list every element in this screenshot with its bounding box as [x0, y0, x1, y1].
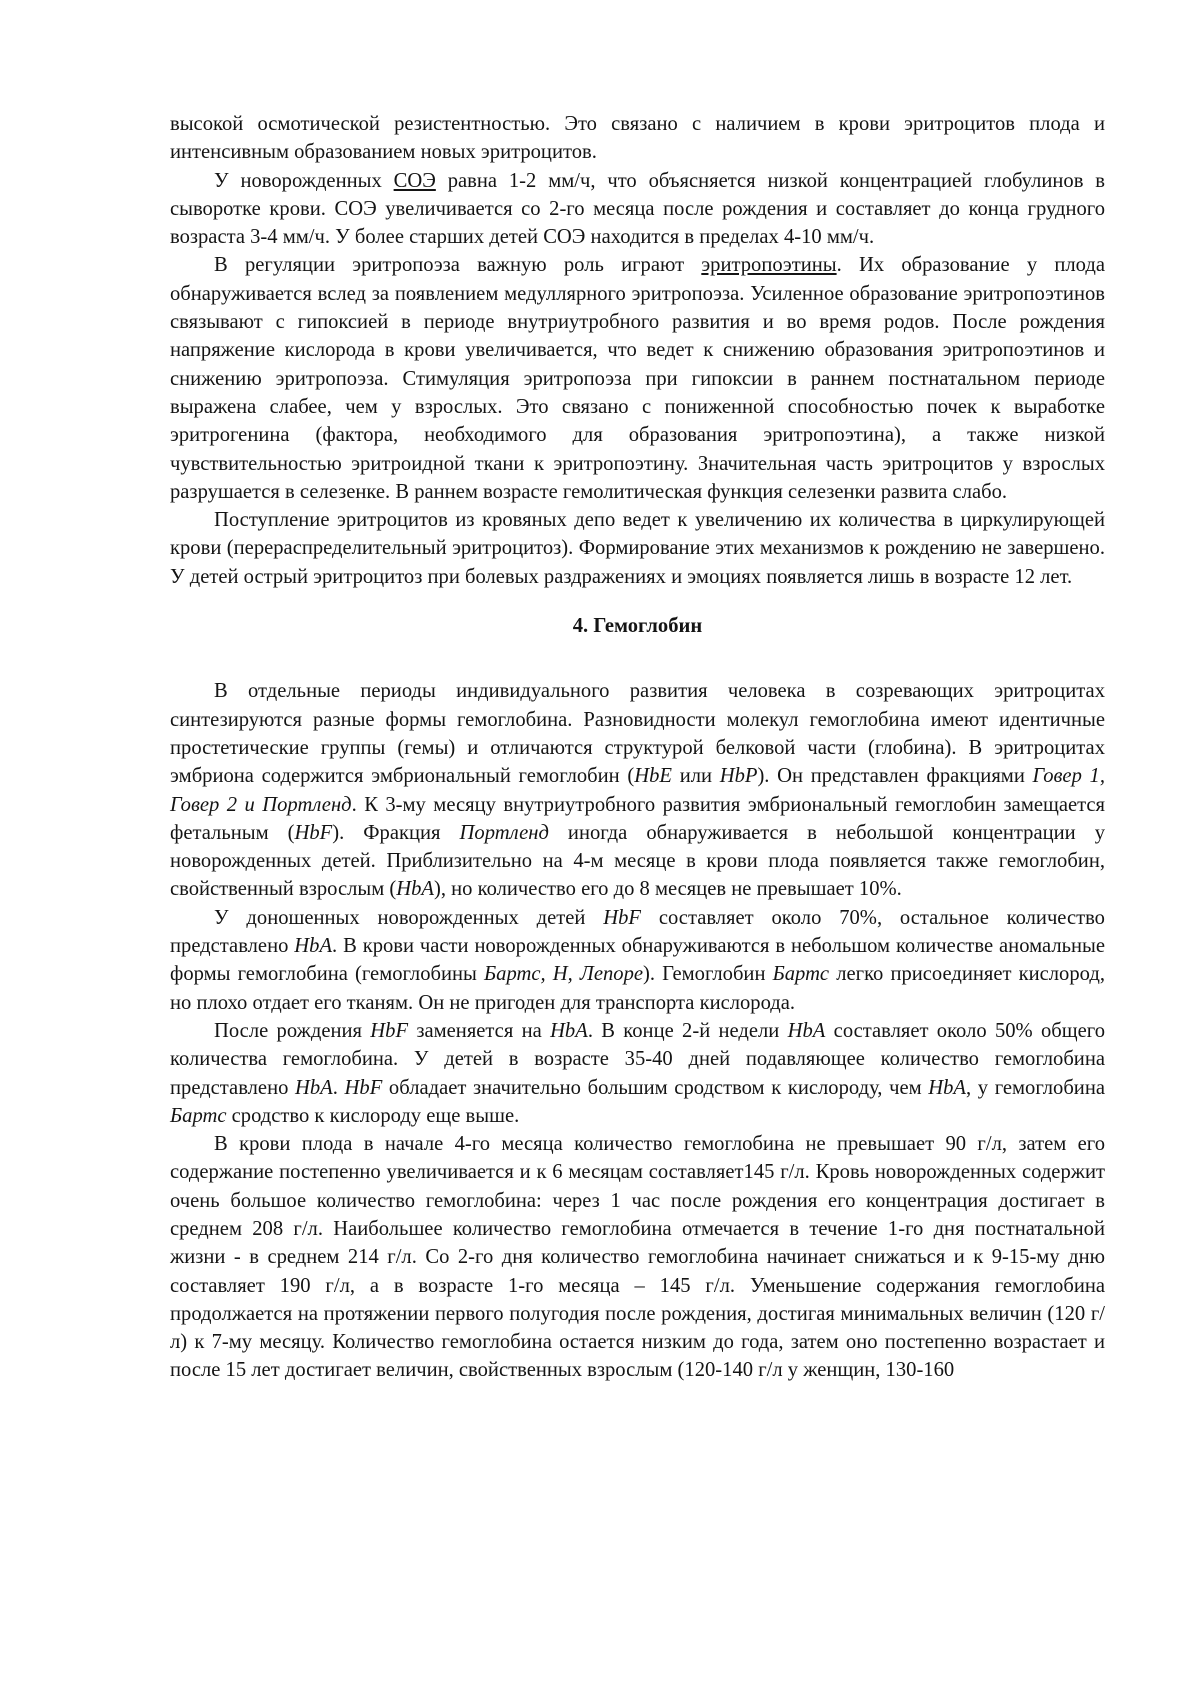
- document-page: [170, 110, 1105, 1385]
- text: ), но количество его до 8 месяцев не превышает 10%.: [433, 878, 902, 901]
- italic-term: HbF: [603, 906, 642, 929]
- text: заменяется на: [408, 1019, 551, 1042]
- text: .: [332, 1076, 345, 1099]
- italic-term: HbA: [295, 1076, 333, 1099]
- italic-term: HbA: [787, 1019, 826, 1042]
- text: После рождения: [214, 1019, 371, 1042]
- italic-term: HbF: [294, 821, 333, 844]
- paragraph: Поступление эритроцитов из кровяных депо ведет к увеличению их количества в циркулирующей крови (перераспределительный эритроцитоз). Формирование этих механизмов к рождению не завершено. У детей острый эритроцитоз при болевых раздражениях и эмоциях появляется лишь в возрасте 12 лет.: [170, 509, 1105, 588]
- text: ). Он представлен фракциями: [757, 765, 1033, 788]
- section-heading: 4. Гемоглобин: [572, 615, 703, 638]
- italic-term: HbF: [344, 1076, 383, 1099]
- text: сродство к кислороду еще выше.: [226, 1104, 520, 1127]
- paragraph: высокой осмотической резистентностью. Это связано с наличием в крови эритроцитов плода и интенсивным образованием новых эритроцитов.: [170, 113, 1105, 164]
- italic-term: Бартс: [170, 1104, 227, 1127]
- text: иногда обнаруживается в небольшой концентрации у новорожденных детей. Приблизительно на 4-м месяце в крови плода появляется также гемоглобин, свойственный взрослым (: [170, 821, 1106, 901]
- text: В регуляции эритропоэза важную роль играют: [214, 254, 702, 277]
- paragraph-newborn-hemoglobin: [170, 904, 1105, 1017]
- italic-term: HbF: [370, 1019, 409, 1042]
- text: или: [672, 765, 720, 788]
- italic-term: Бартс, Н, Лепоре: [484, 963, 644, 986]
- italic-term: HbP: [719, 765, 758, 788]
- text: легко присоединяет кислород, но плохо отдает его тканям. Он не пригоден для транспорта кислорода.: [170, 963, 1105, 1014]
- underlined-term: СОЭ: [393, 169, 436, 192]
- text: ). Фракция: [332, 821, 460, 844]
- text: равна 1-2 мм/ч, что объясняется низкой концентрацией глобулинов в сыворотке крови. СОЭ увеличивается со 2-го месяца после рождения и составляет до конца грудного возраста 3-4 мм/ч. У более старших детей СОЭ находится в пределах 4-10 мм/ч.: [170, 169, 1106, 249]
- italic-term: Портленд: [459, 821, 549, 844]
- paragraph-after-birth: [170, 1017, 1105, 1130]
- text: составляет около 70%, остальное количество представлено: [170, 906, 1105, 958]
- text: ). Гемоглобин: [643, 963, 773, 986]
- text: . К 3-му месяцу внутриутробного развития эмбриональный гемоглобин замещается фетальным (: [170, 793, 1105, 844]
- text: , у гемоглобина: [966, 1076, 1105, 1099]
- text: составляет около 50% общего количества гемоглобина. У детей в возрасте 35-40 дней подавляющее количество гемоглобина представлено: [170, 1019, 1106, 1099]
- italic-term: HbA: [294, 935, 333, 958]
- italic-term: HbA: [928, 1076, 966, 1099]
- paragraph-hemoglobin-forms: [170, 677, 1105, 903]
- italic-term: HbE: [634, 765, 672, 788]
- paragraph-hemoglobin-levels: В крови плода в начале 4-го месяца количество гемоглобина не превышает 90 г/л, затем его содержание постепенно увеличивается и к 6 месяцам составляет145 г/л. Кровь новорожденных содержит очень большое количество гемоглобина: через 1 час после рождения его концентрация достигает в среднем 208 г/л. Наибольшее количество гемоглобина отмечается в течение 1-го дня постнатальной жизни - в среднем 214 г/л. Со 2-го дня количество гемоглобина начинает снижаться и к 9-15-му дню составляет 190 г/л, а в возрасте 1-го месяца – 145 г/л. Уменьшение содержания гемоглобина продолжается на протяжении первого полугодия после рождения, достигая минимальных величин (120 г/л) к 7-му месяцу. Количество гемоглобина остается низким до года, затем оно постепенно возрастает и после 15 лет достигает величин, свойственных взрослым (120-140 г/л у женщин, 130-160: [170, 1133, 1105, 1382]
- paragraph-erythropoietins: [170, 251, 1105, 506]
- text: обладает значительно большим сродством к кислороду, чем: [382, 1076, 929, 1099]
- text: У новорожденных: [214, 169, 394, 192]
- text: . Их образование у плода обнаруживается вслед за появлением медуллярного эритропоэза. Усиленное образование эритропоэтинов связывают с гипоксией в периоде внутриутробного развития и во время родов. После рождения напряжение кислорода в крови увеличивается, что ведет к снижению образования эритропоэтинов и снижению эритропоэза. Стимуляция эритропоэза при гипоксии в раннем постнатальном периоде выражена слабее, чем у взрослых. Это связано с пониженной способностью почек к выработке эритрогенина (фактора, необходимого для образования эритропоэтина), а также низкой чувствительностью эритроидной ткани к эритропоэтину. Значительная часть эритроцитов у взрослых разрушается в селезенке. В раннем возрасте гемолитическая функция селезенки развита слабо.: [170, 254, 1105, 503]
- paragraph-esr: [170, 167, 1105, 252]
- text: . В крови части новорожденных обнаруживаются в небольшом количестве аномальные формы гемоглобина (гемоглобины: [170, 935, 1105, 986]
- italic-term: Бартс: [772, 963, 830, 986]
- italic-term: HbA: [396, 878, 434, 901]
- italic-term: Говер 1, Говер 2 и Портленд: [170, 765, 1106, 816]
- text: . В конце 2-й недели: [587, 1019, 788, 1042]
- underlined-term: эритропоэтины: [701, 254, 837, 277]
- text: У доношенных новорожденных детей: [214, 906, 604, 929]
- text: В отдельные периоды индивидуального развития человека в созревающих эритроцитах синтезируются разные формы гемоглобина. Разновидности молекул гемоглобина имеют идентичные простетические группы (гемы) и отличаются структурой белковой части (глобина). В эритроцитах эмбриона содержится эмбриональный гемоглобин (: [170, 680, 1105, 788]
- italic-term: HbA: [550, 1019, 588, 1042]
